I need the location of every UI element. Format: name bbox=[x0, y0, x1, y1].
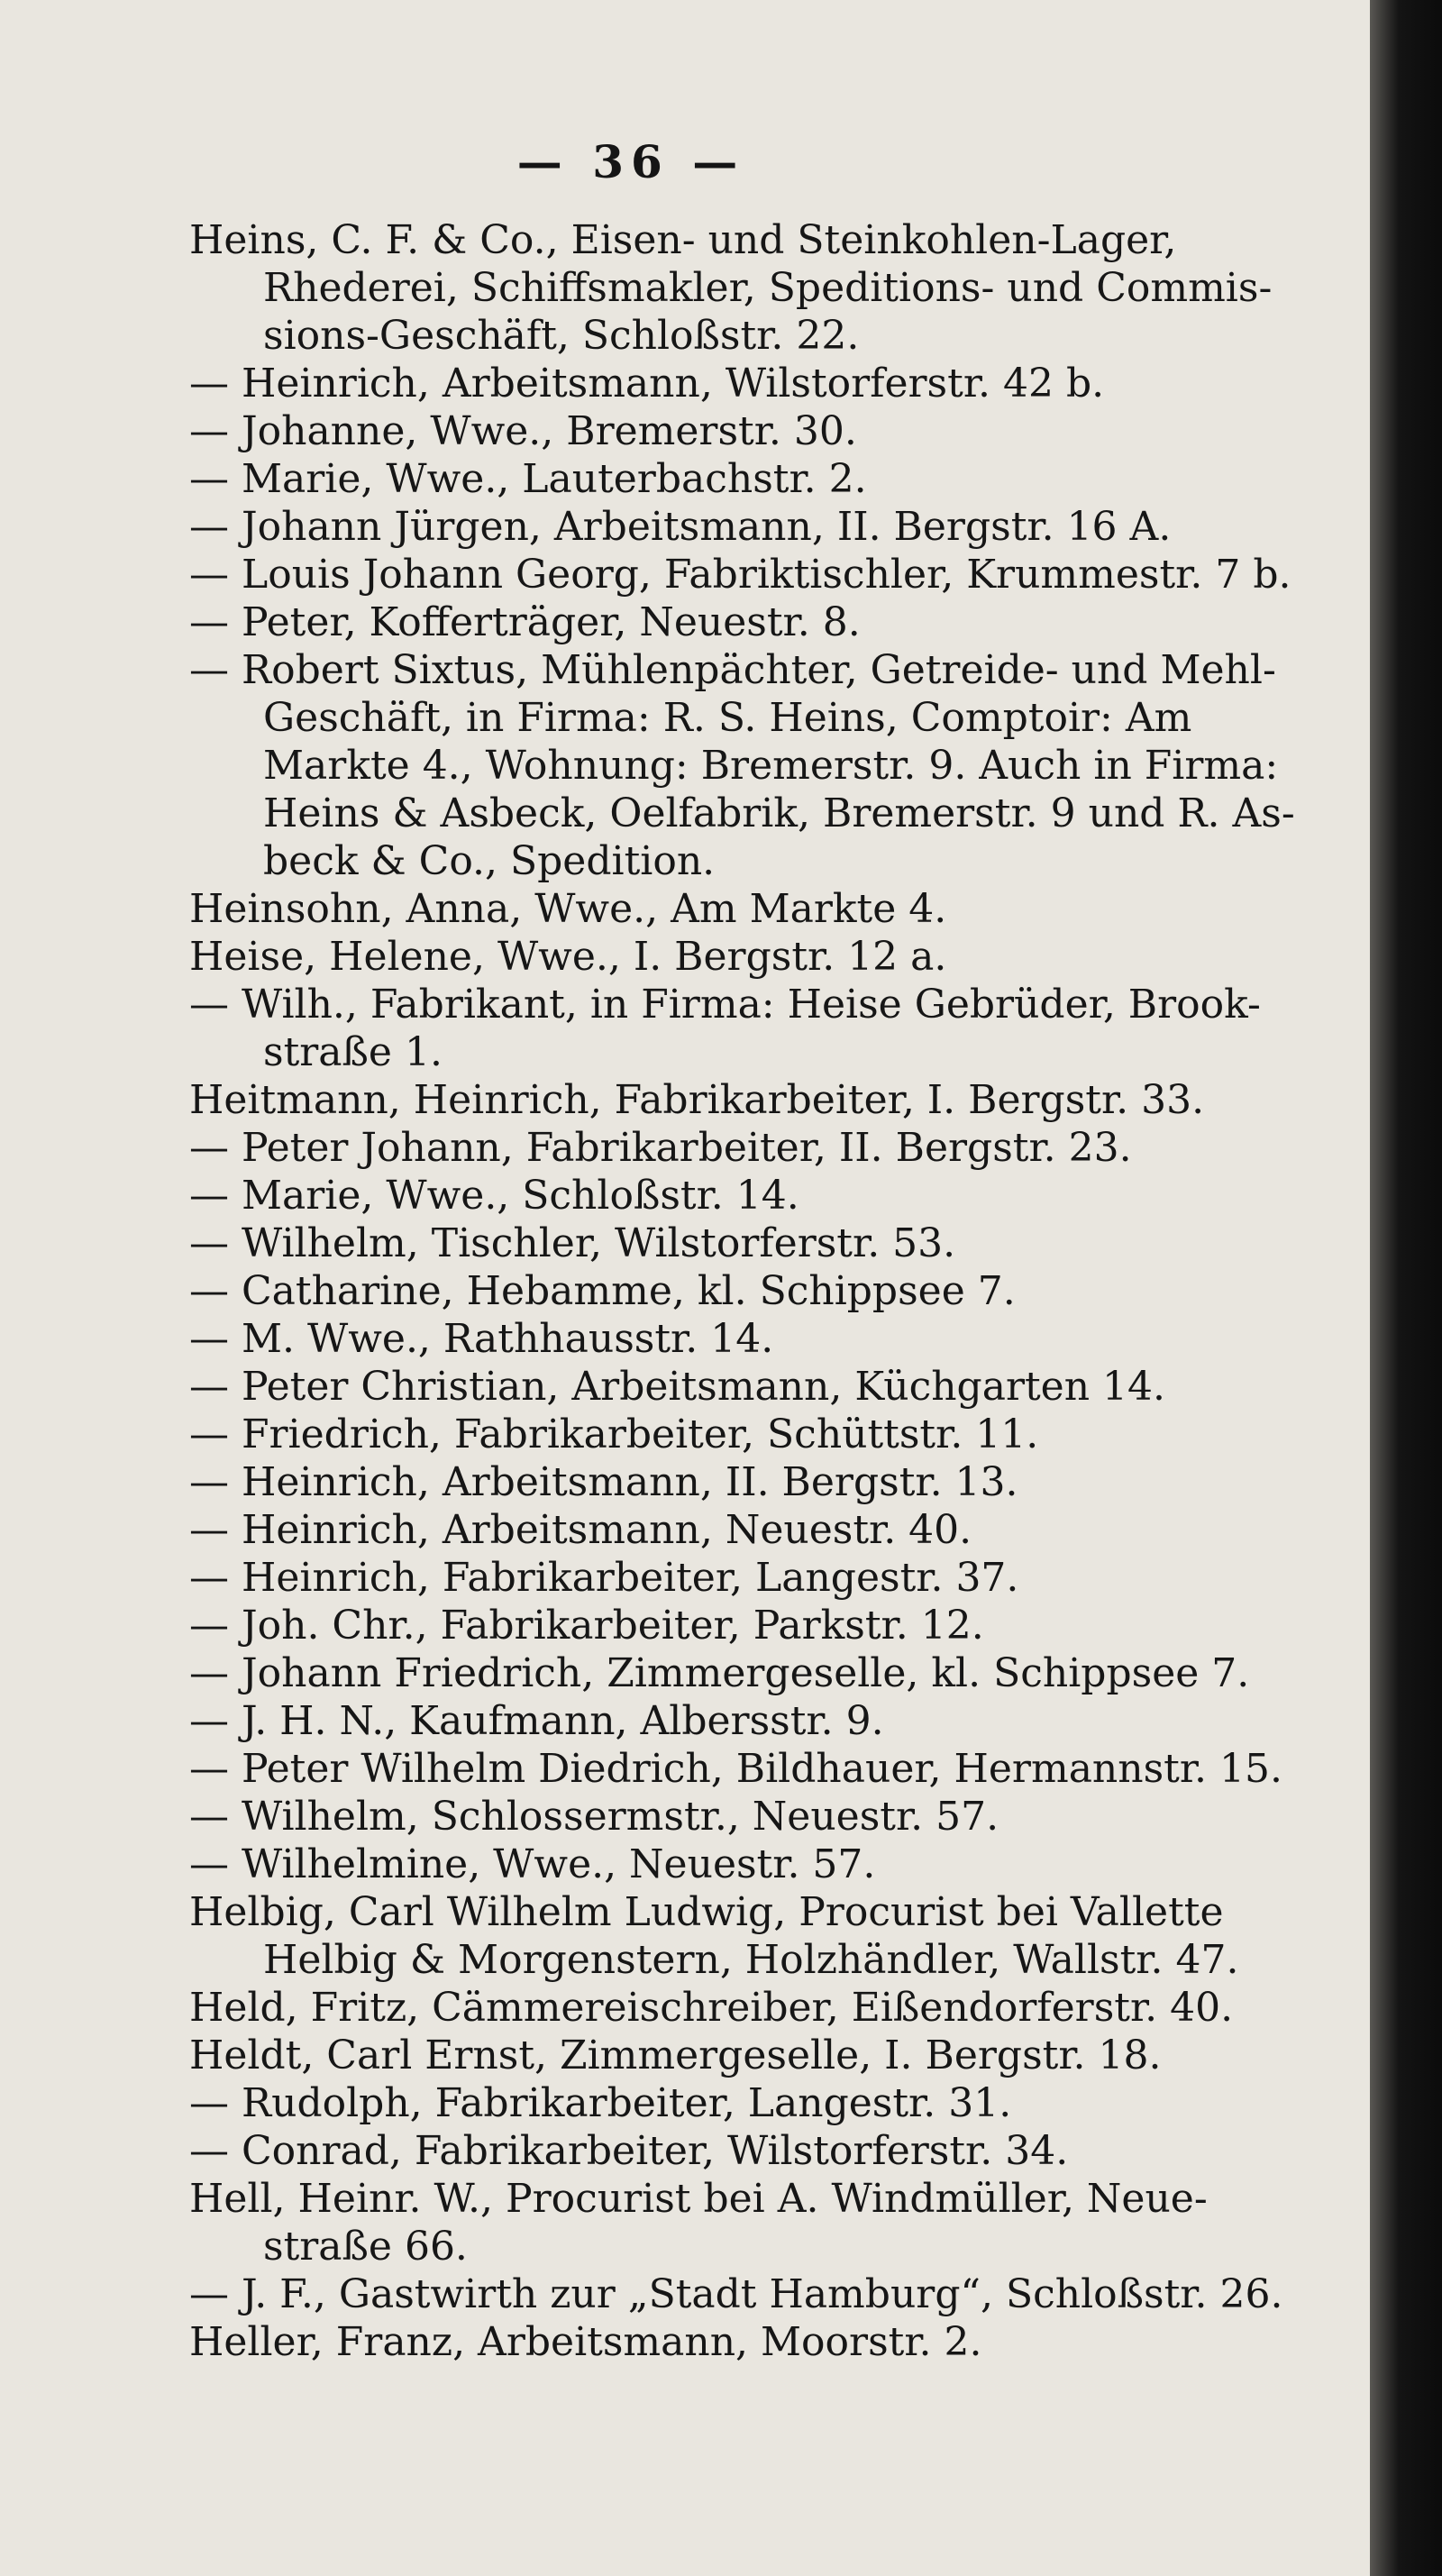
directory-entry bbox=[189, 2032, 1352, 2079]
entry-line: — Johann Friedrich, Zimmergeselle, kl. Schippsee 7. bbox=[189, 1650, 1250, 1696]
entry-line: Helbig, Carl Wilhelm Ludwig, Procurist bei Vallette bbox=[189, 1889, 1224, 1935]
entry-line: — Heinrich, Arbeitsmann, Wilstorferstr. 42 b. bbox=[189, 361, 1105, 406]
entry-line: Heller, Franz, Arbeitsmann, Moorstr. 2. bbox=[189, 2319, 982, 2365]
entry-line: — Conrad, Fabrikarbeiter, Wilstorferstr. 34. bbox=[189, 2128, 1069, 2174]
entry-line: — Wilhelmine, Wwe., Neuestr. 57. bbox=[189, 1841, 876, 1887]
entry-continuation-line: Markte 4., Wohnung: Bremerstr. 9. Auch in Firma: bbox=[263, 743, 1279, 789]
directory-entry bbox=[189, 1554, 1352, 1602]
directory-entry bbox=[189, 885, 1352, 933]
entry-continuation-line: Geschäft, in Firma: R. S. Heins, Comptoir: Am bbox=[263, 695, 1192, 741]
entry-line: — Louis Johann Georg, Fabriktischler, Krummestr. 7 b. bbox=[189, 552, 1291, 598]
directory-entry bbox=[189, 1172, 1352, 1219]
entry-continuation-line: Rhederei, Schiffsmakler, Speditions- und Commis- bbox=[263, 265, 1273, 311]
entry-line: — Johann Jürgen, Arbeitsmann, II. Bergstr. 16 A. bbox=[189, 504, 1172, 550]
directory-entry bbox=[189, 2318, 1352, 2366]
directory-entry bbox=[189, 2175, 1352, 2270]
directory-entry bbox=[189, 1649, 1352, 1697]
entry-line: — Friedrich, Fabrikarbeiter, Schüttstr. 11. bbox=[189, 1411, 1039, 1457]
entry-line: — Marie, Wwe., Lauterbachstr. 2. bbox=[189, 456, 867, 502]
directory-entry bbox=[189, 360, 1352, 407]
entry-line: — Wilhelm, Schlossermstr., Neuestr. 57. bbox=[189, 1794, 999, 1840]
directory-entry bbox=[189, 551, 1352, 598]
directory-entry bbox=[189, 1076, 1352, 1124]
entry-continuation-line: beck & Co., Spedition. bbox=[263, 838, 716, 884]
entry-line: — Peter Wilhelm Diedrich, Bildhauer, Hermannstr. 15. bbox=[189, 1746, 1283, 1792]
entry-line: Heise, Helene, Wwe., I. Bergstr. 12 a. bbox=[189, 934, 947, 980]
entry-line: — Heinrich, Fabrikarbeiter, Langestr. 37. bbox=[189, 1555, 1019, 1601]
directory-entry bbox=[189, 1506, 1352, 1554]
directory-entry bbox=[189, 2270, 1352, 2318]
directory-entry bbox=[189, 1458, 1352, 1506]
entry-line: — Rudolph, Fabrikarbeiter, Langestr. 31. bbox=[189, 2080, 1012, 2126]
entry-line: — M. Wwe., Rathhausstr. 14. bbox=[189, 1316, 774, 1362]
directory-entry bbox=[189, 1793, 1352, 1841]
entry-continuation-line: straße 1. bbox=[263, 1029, 443, 1075]
entry-line: — Peter Johann, Fabrikarbeiter, II. Bergstr. 23. bbox=[189, 1125, 1132, 1171]
entry-continuation-line: Helbig & Morgenstern, Holzhändler, Wallstr. 47. bbox=[263, 1937, 1239, 1983]
entry-line: — Peter Christian, Arbeitsmann, Küchgarten 14. bbox=[189, 1364, 1166, 1410]
entry-continuation-line: sions-Geschäft, Schloßstr. 22. bbox=[263, 313, 860, 359]
directory-entry bbox=[189, 455, 1352, 503]
directory-entry bbox=[189, 981, 1352, 1076]
directory-entries bbox=[189, 216, 1352, 2366]
entry-line: — Catharine, Hebamme, kl. Schippsee 7. bbox=[189, 1268, 1016, 1314]
directory-entry bbox=[189, 1841, 1352, 1888]
directory-entry bbox=[189, 1219, 1352, 1267]
entry-line: — Wilh., Fabrikant, in Firma: Heise Gebrüder, Brook- bbox=[189, 982, 1261, 1028]
directory-entry bbox=[189, 1124, 1352, 1172]
entry-line: — Joh. Chr., Fabrikarbeiter, Parkstr. 12. bbox=[189, 1603, 984, 1649]
directory-entry bbox=[189, 1888, 1352, 1984]
entry-line: Heinsohn, Anna, Wwe., Am Markte 4. bbox=[189, 886, 947, 932]
entry-line: — Wilhelm, Tischler, Wilstorferstr. 53. bbox=[189, 1220, 956, 1266]
directory-entry bbox=[189, 503, 1352, 551]
entry-line: — Robert Sixtus, Mühlenpächter, Getreide- und Mehl- bbox=[189, 647, 1276, 693]
entry-line: — Peter, Kofferträger, Neuestr. 8. bbox=[189, 599, 861, 645]
entry-line: — Johanne, Wwe., Bremerstr. 30. bbox=[189, 408, 857, 454]
directory-entry bbox=[189, 1315, 1352, 1363]
entry-line: Heins, C. F. & Co., Eisen- und Steinkohlen-Lager, bbox=[189, 217, 1177, 263]
directory-entry bbox=[189, 1411, 1352, 1458]
directory-entry bbox=[189, 1602, 1352, 1649]
entry-line: Held, Fritz, Cämmereischreiber, Eißendorferstr. 40. bbox=[189, 1985, 1234, 2031]
directory-entry bbox=[189, 646, 1352, 885]
directory-entry bbox=[189, 2127, 1352, 2175]
directory-entry bbox=[189, 1984, 1352, 2032]
page-number: — 36 — bbox=[516, 135, 745, 188]
directory-entry bbox=[189, 216, 1352, 360]
entry-line: — Heinrich, Arbeitsmann, Neuestr. 40. bbox=[189, 1507, 972, 1553]
entry-line: — Heinrich, Arbeitsmann, II. Bergstr. 13. bbox=[189, 1459, 1018, 1505]
page-edge-shadow bbox=[1370, 0, 1442, 2576]
directory-entry bbox=[189, 1267, 1352, 1315]
directory-entry bbox=[189, 2079, 1352, 2127]
entry-continuation-line: Heins & Asbeck, Oelfabrik, Bremerstr. 9 und R. As- bbox=[263, 790, 1295, 836]
directory-entry bbox=[189, 1697, 1352, 1745]
entry-line: Hell, Heinr. W., Procurist bei A. Windmüller, Neue- bbox=[189, 2176, 1208, 2222]
entry-continuation-line: straße 66. bbox=[263, 2224, 468, 2270]
directory-entry bbox=[189, 933, 1352, 981]
entry-line: — J. F., Gastwirth zur „Stadt Hamburg“, Schloßstr. 26. bbox=[189, 2271, 1283, 2317]
directory-entry bbox=[189, 407, 1352, 455]
entry-line: Heldt, Carl Ernst, Zimmergeselle, I. Bergstr. 18. bbox=[189, 2032, 1162, 2078]
entry-line: Heitmann, Heinrich, Fabrikarbeiter, I. Bergstr. 33. bbox=[189, 1077, 1205, 1123]
entry-line: — J. H. N., Kaufmann, Albersstr. 9. bbox=[189, 1698, 884, 1744]
directory-entry bbox=[189, 1363, 1352, 1411]
directory-entry bbox=[189, 1745, 1352, 1793]
entry-line: — Marie, Wwe., Schloßstr. 14. bbox=[189, 1173, 799, 1219]
directory-entry bbox=[189, 598, 1352, 646]
